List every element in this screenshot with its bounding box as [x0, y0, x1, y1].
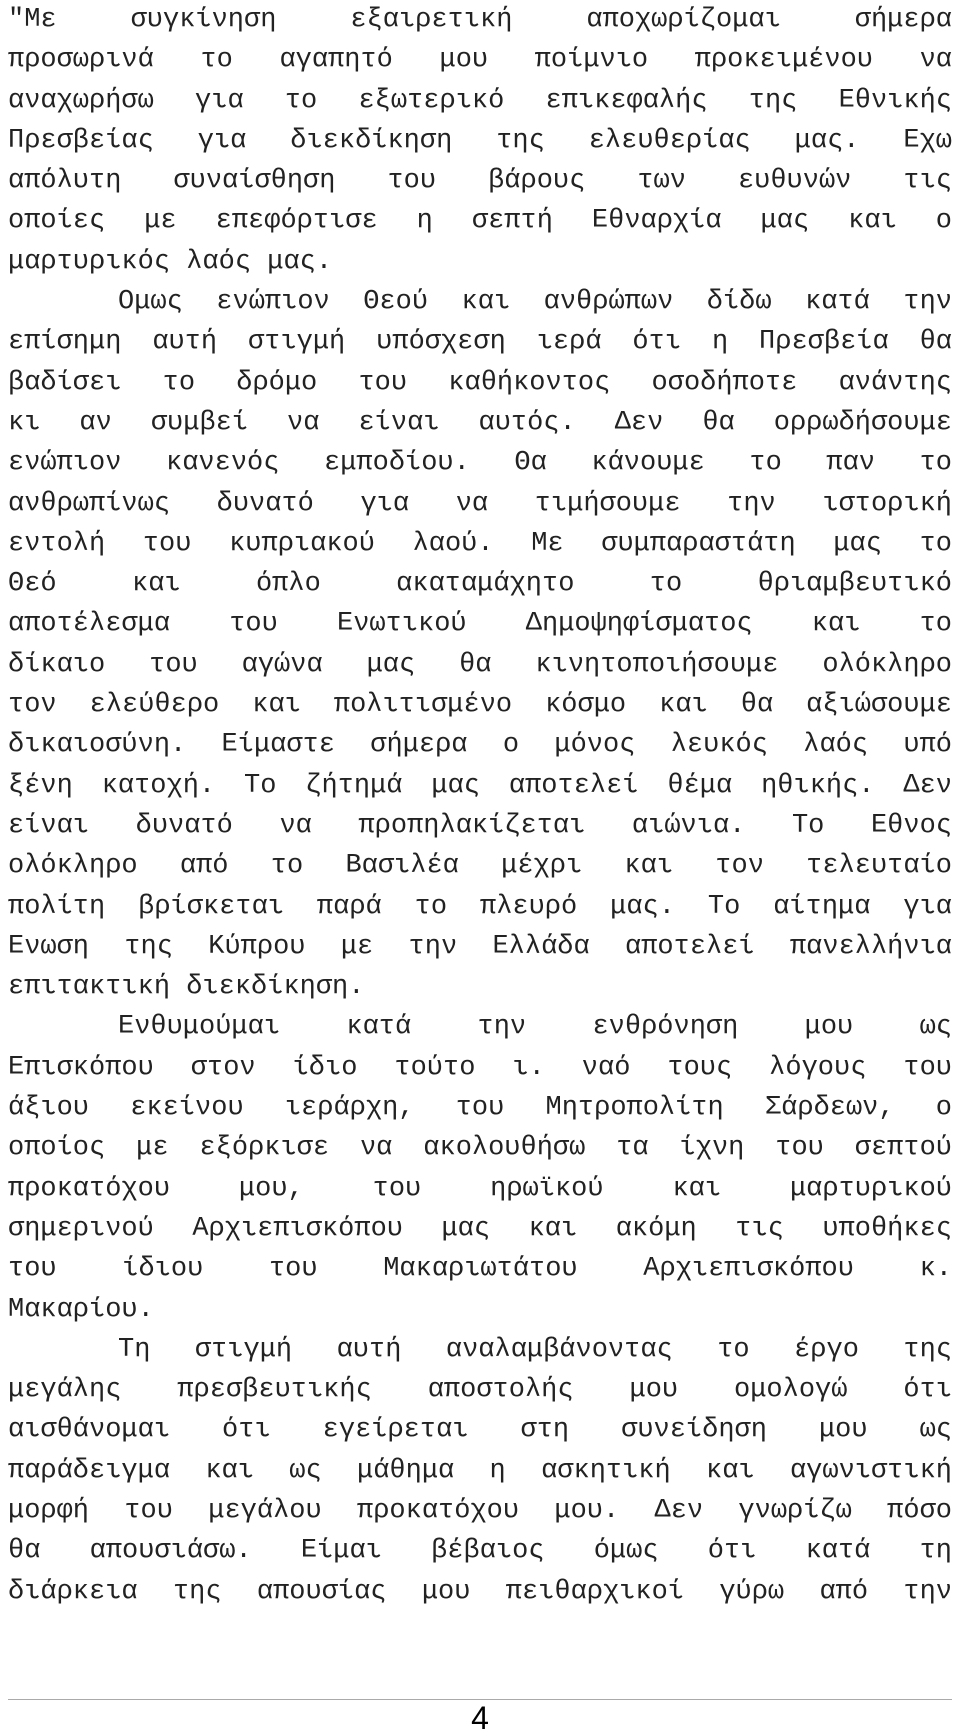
- text-line: τον ελεύθερο και πολιτισμένο κόσμο και θα αξιώσουμε: [8, 690, 952, 721]
- text-line: Επισκόπου στον ίδιο τούτο ι. ναό τους λόγους του: [8, 1052, 952, 1083]
- text-line: μορφή του μεγάλου προκατόχου μου. Δεν γνωρίζω πόσο: [8, 1495, 952, 1526]
- text-line: εντολή του κυπριακού λαού. Με συμπαραστάτη μας το: [8, 528, 952, 559]
- text-line: επιτακτική διεκδίκηση.: [8, 972, 365, 1003]
- text-line: σημερινού Αρχιεπισκόπου μας και ακόμη τις υποθήκες: [8, 1213, 952, 1244]
- text-line: απόλυτη συναίσθηση του βάρους των ευθυνών τις: [8, 166, 952, 197]
- text-line: προκατόχου μου, του ηρωϊκού και μαρτυρικού: [8, 1173, 952, 1204]
- text-line: βαδίσει το δρόμο του καθήκοντος οσοδήποτε ανάντης: [8, 367, 952, 398]
- text-line: Θεό και όπλο ακαταμάχητο το θριαμβευτικό: [8, 569, 952, 600]
- text-line: θα απουσιάσω. Είμαι βέβαιος όμως ότι κατά τη: [8, 1536, 952, 1567]
- text-line: ενώπιον κανενός εμποδίου. Θα κάνουμε το παν το: [8, 448, 952, 479]
- text-line: Μακαρίου.: [8, 1294, 154, 1325]
- text-line: διάρκεια της απουσίας μου πειθαρχικοί γύρω από την: [8, 1576, 952, 1607]
- text-line: Ομως ενώπιον Θεού και ανθρώπων δίδω κατά την: [118, 287, 952, 318]
- text-line: είναι δυνατό να προπηλακίζεται αιώνια. Το Εθνος: [8, 810, 952, 841]
- text-line: πολίτη βρίσκεται παρά το πλευρό μας. Το αίτημα για: [8, 891, 952, 922]
- text-line: οποίος με εξόρκισε να ακολουθήσω τα ίχνη του σεπτού: [8, 1133, 952, 1164]
- text-line: επίσημη αυτή στιγμή υπόσχεση ιερά ότι η Πρεσβεία θα: [8, 327, 952, 358]
- text-line: κι αν συμβεί να είναι αυτός. Δεν θα ορρωδήσουμε: [8, 407, 952, 438]
- text-line: του ίδιου του Μακαριωτάτου Αρχιεπισκόπου κ.: [8, 1254, 952, 1285]
- document-text: [8, 0, 952, 1612]
- text-line: αναχωρήσω για το εξωτερικό επικεφαλής της Εθνικής: [8, 85, 952, 116]
- text-line: δικαιοσύνη. Είμαστε σήμερα ο μόνος λευκός λαός υπό: [8, 730, 952, 761]
- text-line: παράδειγμα και ως μάθημα η ασκητική και αγωνιστική: [8, 1455, 952, 1486]
- text-line: ανθρωπίνως δυνατό για να τιμήσουμε την ιστορική: [8, 488, 952, 519]
- text-line: ξένη κατοχή. Το ζήτημά μας αποτελεί θέμα ηθικής. Δεν: [8, 770, 952, 801]
- text-line: "Με συγκίνηση εξαιρετική αποχωρίζομαι σήμερα: [8, 5, 952, 35]
- text-line: Πρεσβείας για διεκδίκηση της ελευθερίας μας. Εχω: [8, 125, 952, 156]
- text-line: Ενωση της Κύπρου με την Ελλάδα αποτελεί πανελλήνια: [8, 931, 952, 962]
- text-line: οποίες με επεφόρτισε η σεπτή Εθναρχία μας και ο: [8, 206, 952, 237]
- text-line: ολόκληρο από το Βασιλέα μέχρι και τον τελευταίο: [8, 851, 952, 882]
- text-line: αισθάνομαι ότι εγείρεται στη συνείδηση μου ως: [8, 1415, 952, 1446]
- text-line: μαρτυρικός λαός μας.: [8, 246, 333, 277]
- text-line: δίκαιο του αγώνα μας θα κινητοποιήσουμε ολόκληρο: [8, 649, 952, 680]
- page-number: 4: [471, 1700, 489, 1736]
- text-line: Ενθυμούμαι κατά την ενθρόνηση μου ως: [118, 1012, 952, 1043]
- text-line: μεγάλης πρεσβευτικής αποστολής μου ομολογώ ότι: [8, 1375, 952, 1406]
- text-line: προσωρινά το αγαπητό μου ποίμνιο προκειμένου να: [8, 45, 952, 76]
- text-line: άξιου εκείνου ιεράρχη, του Μητροπολίτη Σάρδεων, ο: [8, 1093, 952, 1124]
- text-line: Τη στιγμή αυτή αναλαμβάνοντας το έργο της: [118, 1334, 952, 1365]
- text-line: αποτέλεσμα του Ενωτικού Δημοψηφίσματος και το: [8, 609, 952, 640]
